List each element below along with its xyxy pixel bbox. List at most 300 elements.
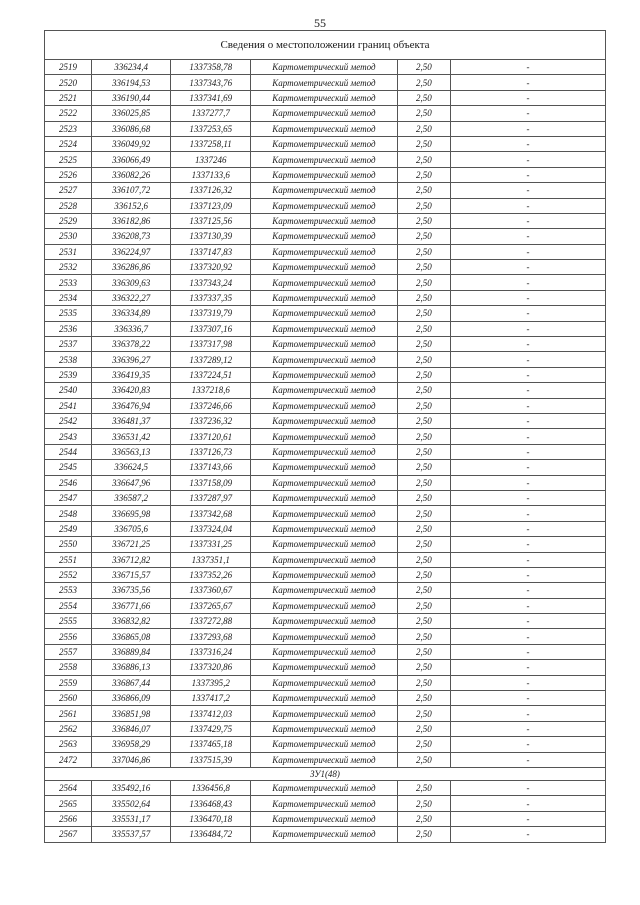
accuracy-cell: 2,50 [397, 583, 450, 598]
accuracy-cell: 2,50 [397, 167, 450, 182]
accuracy-cell: 2,50 [397, 367, 450, 382]
method-cell: Картометрический метод [251, 413, 398, 428]
method-cell: Картометрический метод [251, 367, 398, 382]
method-cell: Картометрический метод [251, 60, 398, 75]
y-coordinate-cell: 1337342,68 [171, 506, 251, 521]
table-row [45, 321, 606, 336]
method-cell: Картометрический метод [251, 506, 398, 521]
point-number-cell: 2535 [45, 306, 92, 321]
description-cell: - [450, 413, 605, 428]
y-coordinate-cell: 1336456,8 [171, 780, 251, 795]
x-coordinate-cell: 336334,89 [91, 306, 171, 321]
y-coordinate-cell: 1337120,61 [171, 429, 251, 444]
point-number-cell: 2520 [45, 75, 92, 90]
description-cell: - [450, 444, 605, 459]
accuracy-cell: 2,50 [397, 260, 450, 275]
table-row [45, 290, 606, 305]
accuracy-cell: 2,50 [397, 413, 450, 428]
method-cell: Картометрический метод [251, 337, 398, 352]
y-coordinate-cell: 1337307,16 [171, 321, 251, 336]
method-cell: Картометрический метод [251, 352, 398, 367]
table-title-row [45, 31, 606, 60]
x-coordinate-cell: 336846,07 [91, 721, 171, 736]
accuracy-cell: 2,50 [397, 444, 450, 459]
description-cell: - [450, 337, 605, 352]
y-coordinate-cell: 1337317,98 [171, 337, 251, 352]
accuracy-cell: 2,50 [397, 90, 450, 105]
y-coordinate-cell: 1337412,03 [171, 706, 251, 721]
table-row [45, 537, 606, 552]
accuracy-cell: 2,50 [397, 352, 450, 367]
table-row [45, 475, 606, 490]
point-number-cell: 2472 [45, 752, 92, 767]
y-coordinate-cell: 1337320,92 [171, 260, 251, 275]
point-number-cell: 2530 [45, 229, 92, 244]
description-cell: - [450, 106, 605, 121]
x-coordinate-cell: 336866,09 [91, 691, 171, 706]
table-row [45, 660, 606, 675]
description-cell: - [450, 306, 605, 321]
x-coordinate-cell: 336695,98 [91, 506, 171, 521]
method-cell: Картометрический метод [251, 675, 398, 690]
y-coordinate-cell: 1337287,97 [171, 490, 251, 505]
table-row [45, 644, 606, 659]
point-number-cell: 2541 [45, 398, 92, 413]
y-coordinate-cell: 1337277,7 [171, 106, 251, 121]
point-number-cell: 2554 [45, 598, 92, 613]
x-coordinate-cell: 335531,17 [91, 811, 171, 826]
method-cell: Картометрический метод [251, 290, 398, 305]
table-row [45, 152, 606, 167]
table-row [45, 413, 606, 428]
y-coordinate-cell: 1337224,51 [171, 367, 251, 382]
accuracy-cell: 2,50 [397, 552, 450, 567]
x-coordinate-cell: 336889,84 [91, 644, 171, 659]
point-number-cell: 2553 [45, 583, 92, 598]
table-row [45, 614, 606, 629]
accuracy-cell: 2,50 [397, 629, 450, 644]
x-coordinate-cell: 336082,26 [91, 167, 171, 182]
method-cell: Картометрический метод [251, 121, 398, 136]
x-coordinate-cell: 336958,29 [91, 737, 171, 752]
accuracy-cell: 2,50 [397, 675, 450, 690]
y-coordinate-cell: 1337130,39 [171, 229, 251, 244]
y-coordinate-cell: 1337158,09 [171, 475, 251, 490]
point-number-cell: 2539 [45, 367, 92, 382]
point-number-cell: 2559 [45, 675, 92, 690]
point-number-cell: 2521 [45, 90, 92, 105]
method-cell: Картометрический метод [251, 198, 398, 213]
method-cell: Картометрический метод [251, 136, 398, 151]
point-number-cell: 2548 [45, 506, 92, 521]
table-row [45, 629, 606, 644]
method-cell: Картометрический метод [251, 475, 398, 490]
accuracy-cell: 2,50 [397, 60, 450, 75]
description-cell: - [450, 460, 605, 475]
method-cell: Картометрический метод [251, 260, 398, 275]
table-row [45, 780, 606, 795]
y-coordinate-cell: 1337126,32 [171, 183, 251, 198]
description-cell: - [450, 475, 605, 490]
y-coordinate-cell: 1337515,39 [171, 752, 251, 767]
accuracy-cell: 2,50 [397, 229, 450, 244]
description-cell: - [450, 167, 605, 182]
y-coordinate-cell: 1337293,68 [171, 629, 251, 644]
method-cell: Картометрический метод [251, 398, 398, 413]
method-cell: Картометрический метод [251, 737, 398, 752]
point-number-cell: 2534 [45, 290, 92, 305]
description-cell: - [450, 780, 605, 795]
table-title: Сведения о местоположении границ объекта [45, 31, 606, 60]
y-coordinate-cell: 1337360,67 [171, 583, 251, 598]
table-row [45, 737, 606, 752]
point-number-cell: 2565 [45, 796, 92, 811]
description-cell: - [450, 90, 605, 105]
method-cell: Картометрический метод [251, 780, 398, 795]
y-coordinate-cell: 1337123,09 [171, 198, 251, 213]
x-coordinate-cell: 336194,53 [91, 75, 171, 90]
y-coordinate-cell: 1337343,24 [171, 275, 251, 290]
y-coordinate-cell: 1337258,11 [171, 136, 251, 151]
y-coordinate-cell: 1337352,26 [171, 567, 251, 582]
table-row [45, 552, 606, 567]
description-cell: - [450, 598, 605, 613]
method-cell: Картометрический метод [251, 567, 398, 582]
table-row [45, 183, 606, 198]
method-cell: Картометрический метод [251, 752, 398, 767]
x-coordinate-cell: 336587,2 [91, 490, 171, 505]
accuracy-cell: 2,50 [397, 75, 450, 90]
point-number-cell: 2561 [45, 706, 92, 721]
description-cell: - [450, 796, 605, 811]
y-coordinate-cell: 1336468,43 [171, 796, 251, 811]
point-number-cell: 2567 [45, 827, 92, 842]
table-row [45, 796, 606, 811]
description-cell: - [450, 321, 605, 336]
accuracy-cell: 2,50 [397, 136, 450, 151]
table-row [45, 275, 606, 290]
y-coordinate-cell: 1337341,69 [171, 90, 251, 105]
accuracy-cell: 2,50 [397, 106, 450, 121]
point-number-cell: 2557 [45, 644, 92, 659]
x-coordinate-cell: 336481,37 [91, 413, 171, 428]
accuracy-cell: 2,50 [397, 306, 450, 321]
y-coordinate-cell: 1337337,35 [171, 290, 251, 305]
point-number-cell: 2549 [45, 521, 92, 536]
accuracy-cell: 2,50 [397, 737, 450, 752]
x-coordinate-cell: 336715,57 [91, 567, 171, 582]
method-cell: Картометрический метод [251, 552, 398, 567]
x-coordinate-cell: 336735,56 [91, 583, 171, 598]
accuracy-cell: 2,50 [397, 567, 450, 582]
point-number-cell: 2522 [45, 106, 92, 121]
x-coordinate-cell: 335492,16 [91, 780, 171, 795]
method-cell: Картометрический метод [251, 490, 398, 505]
accuracy-cell: 2,50 [397, 460, 450, 475]
accuracy-cell: 2,50 [397, 752, 450, 767]
description-cell: - [450, 121, 605, 136]
table-row [45, 367, 606, 382]
point-number-cell: 2562 [45, 721, 92, 736]
table-row [45, 75, 606, 90]
description-cell: - [450, 260, 605, 275]
x-coordinate-cell: 336832,82 [91, 614, 171, 629]
y-coordinate-cell: 1337272,88 [171, 614, 251, 629]
accuracy-cell: 2,50 [397, 721, 450, 736]
table-row [45, 121, 606, 136]
description-cell: - [450, 213, 605, 228]
method-cell: Картометрический метод [251, 598, 398, 613]
method-cell: Картометрический метод [251, 721, 398, 736]
x-coordinate-cell: 336286,86 [91, 260, 171, 275]
x-coordinate-cell: 336865,08 [91, 629, 171, 644]
method-cell: Картометрический метод [251, 90, 398, 105]
y-coordinate-cell: 1337246,66 [171, 398, 251, 413]
accuracy-cell: 2,50 [397, 706, 450, 721]
y-coordinate-cell: 1337125,56 [171, 213, 251, 228]
accuracy-cell: 2,50 [397, 337, 450, 352]
description-cell: - [450, 429, 605, 444]
point-number-cell: 2537 [45, 337, 92, 352]
description-cell: - [450, 675, 605, 690]
y-coordinate-cell: 1337218,6 [171, 383, 251, 398]
y-coordinate-cell: 1337126,73 [171, 444, 251, 459]
accuracy-cell: 2,50 [397, 152, 450, 167]
table-row [45, 827, 606, 842]
point-number-cell: 2546 [45, 475, 92, 490]
y-coordinate-cell: 1337343,76 [171, 75, 251, 90]
table-row [45, 521, 606, 536]
y-coordinate-cell: 1336484,72 [171, 827, 251, 842]
description-cell: - [450, 827, 605, 842]
description-cell: - [450, 506, 605, 521]
description-cell: - [450, 644, 605, 659]
accuracy-cell: 2,50 [397, 614, 450, 629]
x-coordinate-cell: 336705,6 [91, 521, 171, 536]
description-cell: - [450, 552, 605, 567]
x-coordinate-cell: 336378,22 [91, 337, 171, 352]
accuracy-cell: 2,50 [397, 290, 450, 305]
y-coordinate-cell: 1337331,25 [171, 537, 251, 552]
table-row [45, 90, 606, 105]
table-row [45, 752, 606, 767]
y-coordinate-cell: 1337316,24 [171, 644, 251, 659]
y-coordinate-cell: 1337319,79 [171, 306, 251, 321]
description-cell: - [450, 737, 605, 752]
method-cell: Картометрический метод [251, 811, 398, 826]
point-number-cell: 2556 [45, 629, 92, 644]
point-number-cell: 2545 [45, 460, 92, 475]
method-cell: Картометрический метод [251, 183, 398, 198]
y-coordinate-cell: 1337147,83 [171, 244, 251, 259]
method-cell: Картометрический метод [251, 660, 398, 675]
accuracy-cell: 2,50 [397, 537, 450, 552]
point-number-cell: 2558 [45, 660, 92, 675]
description-cell: - [450, 490, 605, 505]
x-coordinate-cell: 336531,42 [91, 429, 171, 444]
x-coordinate-cell: 336647,96 [91, 475, 171, 490]
y-coordinate-cell: 1336470,18 [171, 811, 251, 826]
method-cell: Картометрический метод [251, 244, 398, 259]
description-cell: - [450, 152, 605, 167]
table-row [45, 229, 606, 244]
x-coordinate-cell: 336712,82 [91, 552, 171, 567]
point-number-cell: 2542 [45, 413, 92, 428]
y-coordinate-cell: 1337289,12 [171, 352, 251, 367]
accuracy-cell: 2,50 [397, 475, 450, 490]
method-cell: Картометрический метод [251, 644, 398, 659]
description-cell: - [450, 198, 605, 213]
point-number-cell: 2533 [45, 275, 92, 290]
y-coordinate-cell: 1337253,65 [171, 121, 251, 136]
point-number-cell: 2525 [45, 152, 92, 167]
accuracy-cell: 2,50 [397, 121, 450, 136]
point-number-cell: 2555 [45, 614, 92, 629]
page-number: 55 [314, 16, 326, 30]
x-coordinate-cell: 336322,27 [91, 290, 171, 305]
table-row [45, 675, 606, 690]
x-coordinate-cell: 336066,49 [91, 152, 171, 167]
x-coordinate-cell: 336336,7 [91, 321, 171, 336]
table-row [45, 811, 606, 826]
accuracy-cell: 2,50 [397, 780, 450, 795]
table-row [45, 429, 606, 444]
y-coordinate-cell: 1337236,32 [171, 413, 251, 428]
method-cell: Картометрический метод [251, 614, 398, 629]
x-coordinate-cell: 336886,13 [91, 660, 171, 675]
method-cell: Картометрический метод [251, 460, 398, 475]
method-cell: Картометрический метод [251, 583, 398, 598]
accuracy-cell: 2,50 [397, 660, 450, 675]
section-row [45, 767, 606, 780]
x-coordinate-cell: 336420,83 [91, 383, 171, 398]
y-coordinate-cell: 1337417,2 [171, 691, 251, 706]
method-cell: Картометрический метод [251, 275, 398, 290]
accuracy-cell: 2,50 [397, 644, 450, 659]
point-number-cell: 2547 [45, 490, 92, 505]
table-row [45, 691, 606, 706]
table-row [45, 337, 606, 352]
table-row [45, 198, 606, 213]
point-number-cell: 2538 [45, 352, 92, 367]
y-coordinate-cell: 1337133,6 [171, 167, 251, 182]
y-coordinate-cell: 1337351,1 [171, 552, 251, 567]
description-cell: - [450, 383, 605, 398]
x-coordinate-cell: 336396,27 [91, 352, 171, 367]
table-row [45, 213, 606, 228]
accuracy-cell: 2,50 [397, 827, 450, 842]
accuracy-cell: 2,50 [397, 429, 450, 444]
method-cell: Картометрический метод [251, 444, 398, 459]
accuracy-cell: 2,50 [397, 398, 450, 413]
table-row [45, 106, 606, 121]
method-cell: Картометрический метод [251, 521, 398, 536]
table-row [45, 506, 606, 521]
method-cell: Картометрический метод [251, 796, 398, 811]
section-label: ЗУ1(48) [45, 767, 606, 780]
description-cell: - [450, 583, 605, 598]
x-coordinate-cell: 336851,98 [91, 706, 171, 721]
x-coordinate-cell: 336721,25 [91, 537, 171, 552]
x-coordinate-cell: 336771,66 [91, 598, 171, 613]
table-row [45, 383, 606, 398]
description-cell: - [450, 275, 605, 290]
accuracy-cell: 2,50 [397, 321, 450, 336]
accuracy-cell: 2,50 [397, 598, 450, 613]
description-cell: - [450, 706, 605, 721]
description-cell: - [450, 229, 605, 244]
y-coordinate-cell: 1337143,66 [171, 460, 251, 475]
x-coordinate-cell: 336182,86 [91, 213, 171, 228]
point-number-cell: 2544 [45, 444, 92, 459]
table-row [45, 721, 606, 736]
x-coordinate-cell: 336086,68 [91, 121, 171, 136]
table-row [45, 567, 606, 582]
accuracy-cell: 2,50 [397, 198, 450, 213]
point-number-cell: 2526 [45, 167, 92, 182]
table-row [45, 352, 606, 367]
y-coordinate-cell: 1337358,78 [171, 60, 251, 75]
y-coordinate-cell: 1337429,75 [171, 721, 251, 736]
point-number-cell: 2550 [45, 537, 92, 552]
description-cell: - [450, 521, 605, 536]
boundary-coordinates-table [44, 30, 606, 843]
x-coordinate-cell: 336476,94 [91, 398, 171, 413]
method-cell: Картометрический метод [251, 152, 398, 167]
point-number-cell: 2563 [45, 737, 92, 752]
description-cell: - [450, 567, 605, 582]
point-number-cell: 2551 [45, 552, 92, 567]
accuracy-cell: 2,50 [397, 521, 450, 536]
point-number-cell: 2532 [45, 260, 92, 275]
accuracy-cell: 2,50 [397, 691, 450, 706]
table-row [45, 136, 606, 151]
point-number-cell: 2527 [45, 183, 92, 198]
x-coordinate-cell: 336309,63 [91, 275, 171, 290]
point-number-cell: 2536 [45, 321, 92, 336]
x-coordinate-cell: 337046,86 [91, 752, 171, 767]
point-number-cell: 2519 [45, 60, 92, 75]
method-cell: Картометрический метод [251, 167, 398, 182]
point-number-cell: 2531 [45, 244, 92, 259]
method-cell: Картометрический метод [251, 229, 398, 244]
description-cell: - [450, 398, 605, 413]
point-number-cell: 2528 [45, 198, 92, 213]
x-coordinate-cell: 336208,73 [91, 229, 171, 244]
x-coordinate-cell: 336025,85 [91, 106, 171, 121]
table-row [45, 460, 606, 475]
method-cell: Картометрический метод [251, 691, 398, 706]
method-cell: Картометрический метод [251, 106, 398, 121]
y-coordinate-cell: 1337395,2 [171, 675, 251, 690]
point-number-cell: 2552 [45, 567, 92, 582]
method-cell: Картометрический метод [251, 429, 398, 444]
x-coordinate-cell: 336234,4 [91, 60, 171, 75]
description-cell: - [450, 60, 605, 75]
description-cell: - [450, 244, 605, 259]
x-coordinate-cell: 336152,6 [91, 198, 171, 213]
point-number-cell: 2529 [45, 213, 92, 228]
accuracy-cell: 2,50 [397, 811, 450, 826]
point-number-cell: 2566 [45, 811, 92, 826]
accuracy-cell: 2,50 [397, 490, 450, 505]
description-cell: - [450, 752, 605, 767]
description-cell: - [450, 721, 605, 736]
y-coordinate-cell: 1337320,86 [171, 660, 251, 675]
table-row [45, 306, 606, 321]
accuracy-cell: 2,50 [397, 244, 450, 259]
method-cell: Картометрический метод [251, 537, 398, 552]
